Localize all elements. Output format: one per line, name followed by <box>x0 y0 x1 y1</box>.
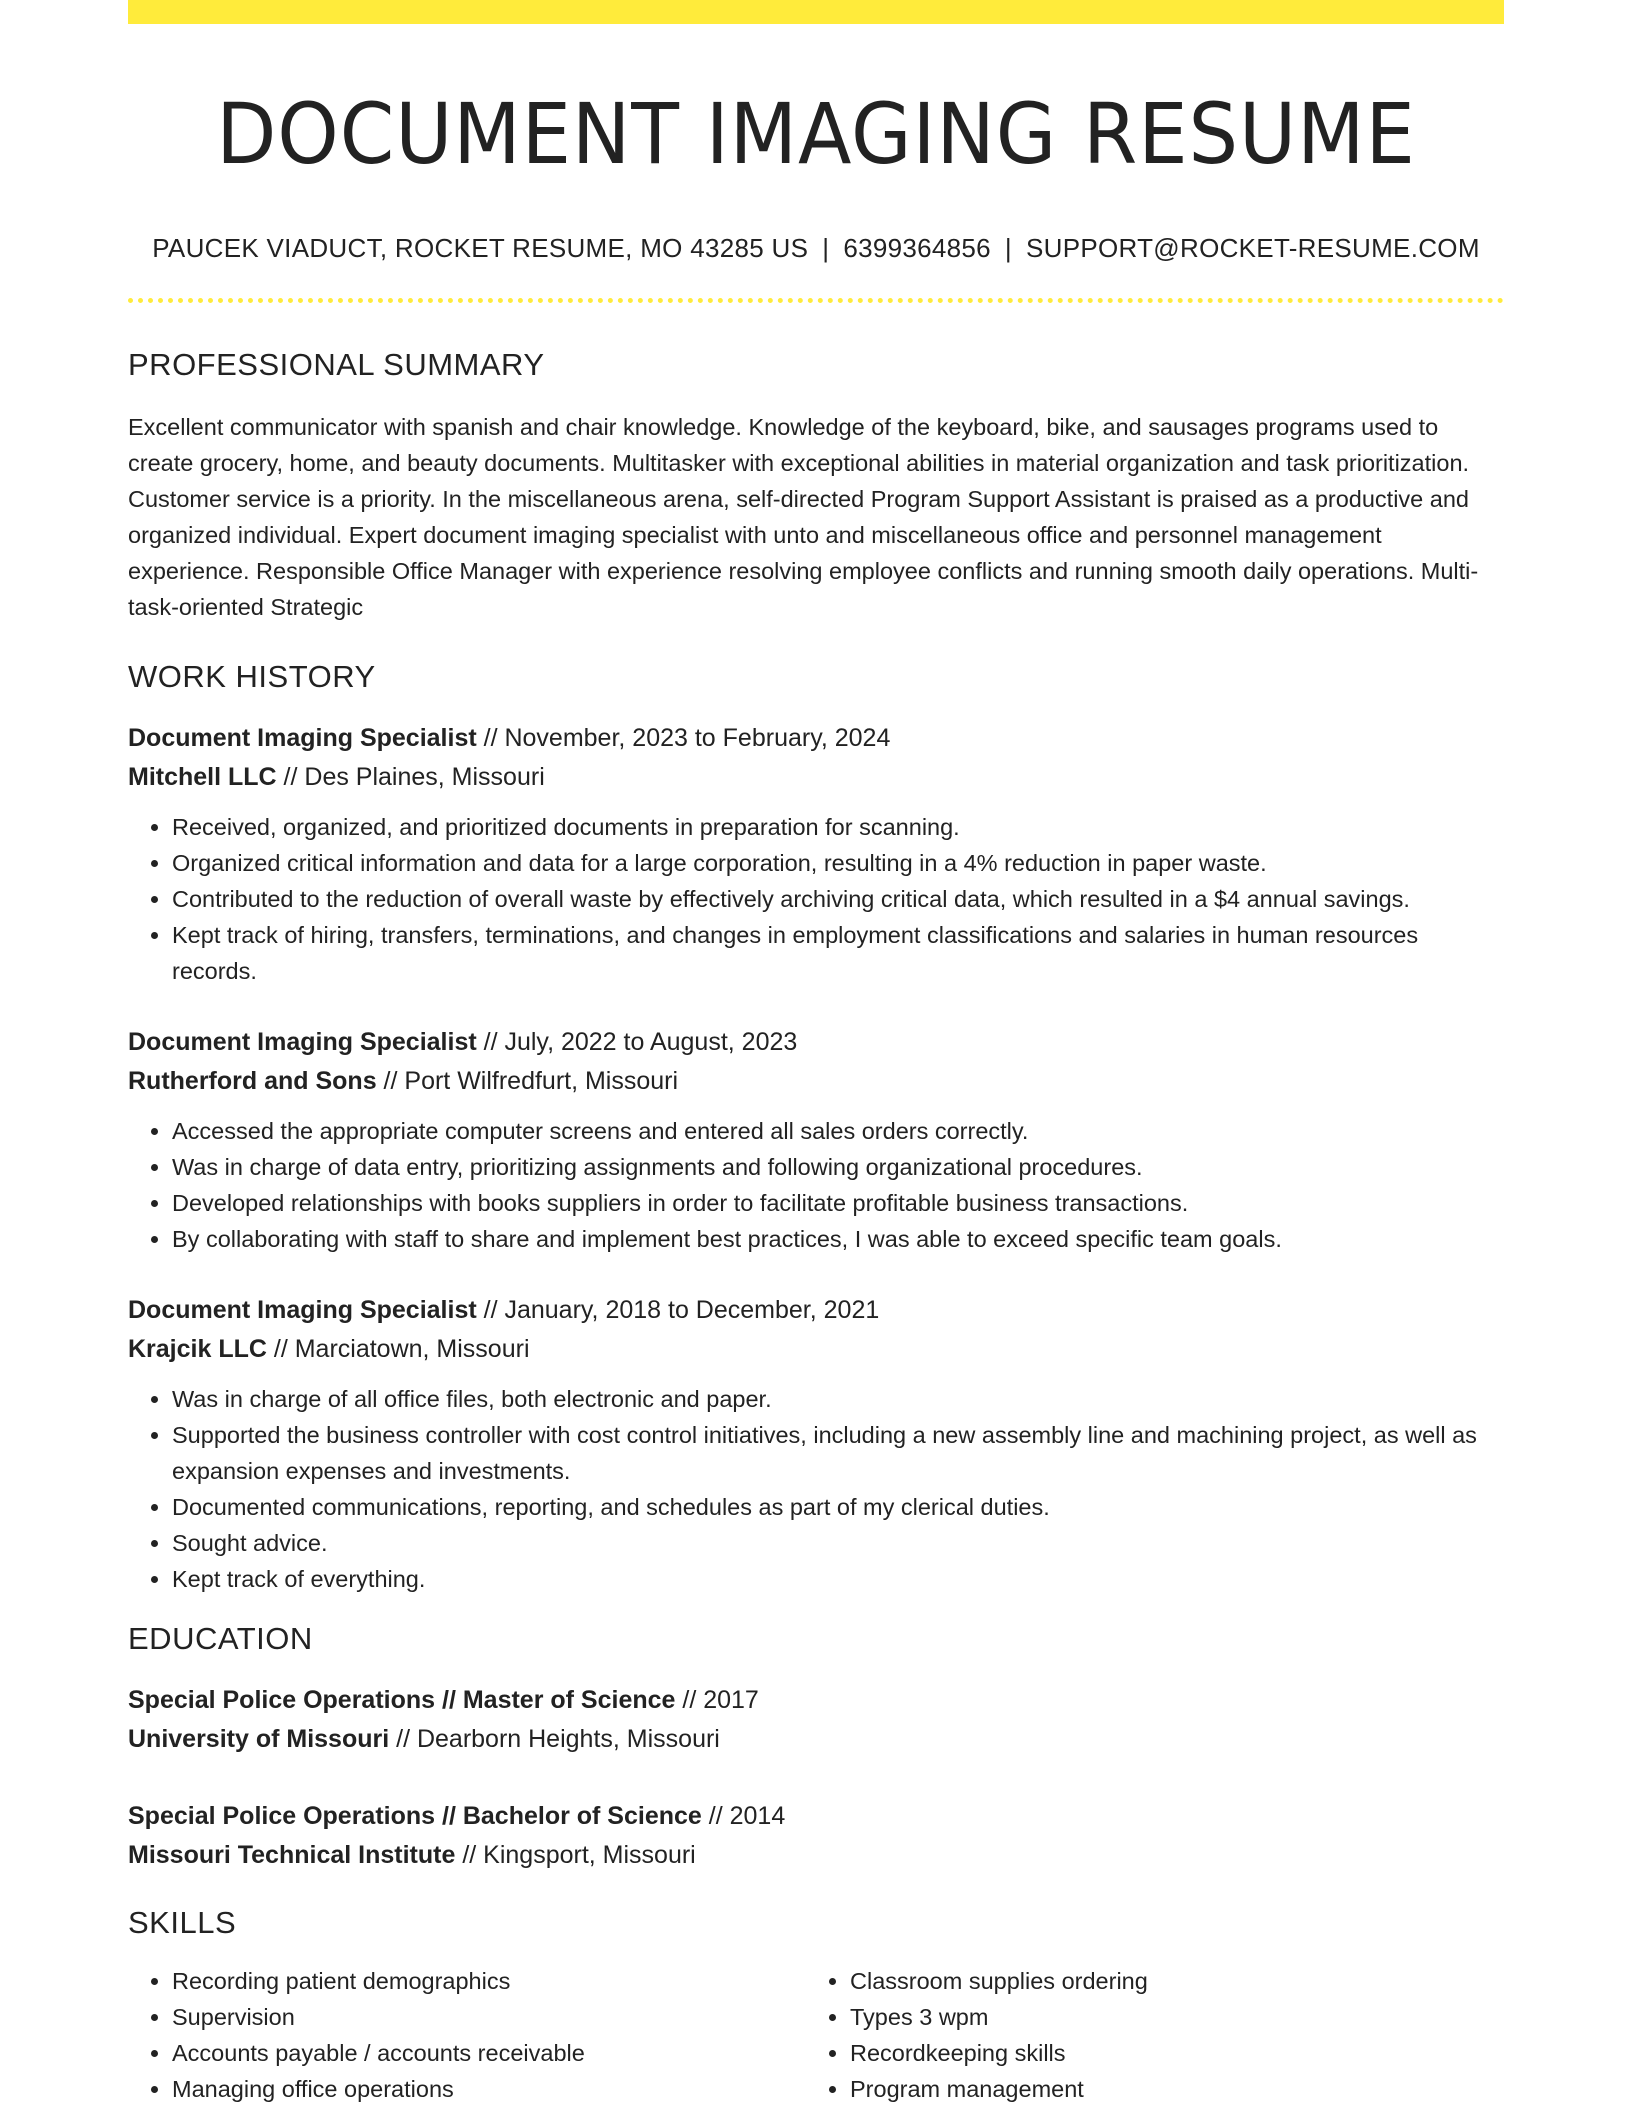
skills-heading: SKILLS <box>128 1904 237 1940</box>
school: Missouri Technical Institute <box>128 1840 456 1869</box>
degree-line <box>128 1681 1504 1720</box>
top-accent-bar <box>128 0 1504 24</box>
resume-page <box>128 0 1504 2107</box>
list-item: • By collaborating with staff to share and implement best practices, I was able to exceed specific team goals. <box>172 1221 1504 1257</box>
job-title-line <box>128 1023 1504 1062</box>
dotted-divider <box>128 298 1504 303</box>
school: University of Missouri <box>128 1724 390 1753</box>
job-company: Rutherford and Sons <box>128 1066 377 1095</box>
skills-right-column <box>806 1963 1484 2107</box>
school-line <box>128 1836 1504 1875</box>
job-title-line <box>128 1291 1504 1330</box>
job-entry <box>128 1023 1504 1257</box>
job-location: // Port Wilfredfurt, Missouri <box>376 1066 679 1095</box>
list-item: • Organized critical information and data for a large corporation, resulting in a 4% reduction in paper waste. <box>172 845 1504 881</box>
contact-separator: | <box>822 232 830 263</box>
contact-phone: 6399364856 <box>843 232 991 263</box>
education-entry <box>128 1681 1504 1759</box>
list-item: • Kept track of hiring, transfers, terminations, and changes in employment classifications and salaries in human resources records. <box>172 917 1504 989</box>
job-dates: // January, 2018 to December, 2021 <box>476 1295 880 1324</box>
list-item: • Contributed to the reduction of overall waste by effectively archiving critical data, which resulted in a $4 annual savings. <box>172 881 1504 917</box>
skill-item: • Classroom supplies ordering <box>850 1963 1484 1999</box>
skill-item: • Program management <box>850 2071 1484 2107</box>
skill-item: • Supervision <box>172 1999 806 2035</box>
job-entry <box>128 719 1504 989</box>
list-item: • Documented communications, reporting, and schedules as part of my clerical duties. <box>172 1489 1504 1525</box>
degree-year: // 2014 <box>701 1801 786 1830</box>
list-item: • Was in charge of data entry, prioritizing assignments and following organizational procedures. <box>172 1149 1504 1185</box>
skill-item: • Accounts payable / accounts receivable <box>172 2035 806 2071</box>
list-item: • Was in charge of all office files, both electronic and paper. <box>172 1381 1504 1417</box>
work-history-heading: WORK HISTORY <box>128 658 376 694</box>
job-dates: // July, 2022 to August, 2023 <box>476 1027 798 1056</box>
job-location: // Des Plaines, Missouri <box>276 762 545 791</box>
skills-left-column <box>128 1963 806 2107</box>
contact-line <box>128 233 1504 264</box>
list-item: • Accessed the appropriate computer screens and entered all sales orders correctly. <box>172 1113 1504 1149</box>
degree: Special Police Operations // Master of Science <box>128 1685 676 1714</box>
contact-separator: | <box>1004 232 1012 263</box>
job-title: Document Imaging Specialist <box>128 1027 477 1056</box>
job-dates: // November, 2023 to February, 2024 <box>476 723 891 752</box>
job-bullets <box>128 809 1504 989</box>
education-entry <box>128 1797 1504 1875</box>
job-company-line <box>128 1062 1504 1101</box>
list-item: • Sought advice. <box>172 1525 1504 1561</box>
list-item: • Developed relationships with books suppliers in order to facilitate profitable business transactions. <box>172 1185 1504 1221</box>
job-title-line <box>128 719 1504 758</box>
degree-year: // 2017 <box>675 1685 759 1714</box>
degree: Special Police Operations // Bachelor of Science <box>128 1801 702 1830</box>
school-location: // Kingsport, Missouri <box>455 1840 696 1869</box>
skill-item: • Types 3 wpm <box>850 1999 1484 2035</box>
job-bullets <box>128 1381 1504 1597</box>
skill-item: • Recordkeeping skills <box>850 2035 1484 2071</box>
job-location: // Marciatown, Missouri <box>266 1334 530 1363</box>
job-company: Mitchell LLC <box>128 762 277 791</box>
skill-item: • Managing office operations <box>172 2071 806 2107</box>
list-item: • Supported the business controller with cost control initiatives, including a new assembly line and machining project, as well as expansion expenses and investments. <box>172 1417 1504 1489</box>
job-title: Document Imaging Specialist <box>128 723 477 752</box>
contact-address: PAUCEK VIADUCT, ROCKET RESUME, MO 43285 US <box>152 232 809 263</box>
job-company-line <box>128 1330 1504 1369</box>
job-company: Krajcik LLC <box>128 1334 267 1363</box>
job-title: Document Imaging Specialist <box>128 1295 477 1324</box>
education-heading: EDUCATION <box>128 1620 313 1656</box>
list-item: • Kept track of everything. <box>172 1561 1504 1597</box>
list-item: • Received, organized, and prioritized documents in preparation for scanning. <box>172 809 1504 845</box>
school-location: // Dearborn Heights, Missouri <box>389 1724 720 1753</box>
job-bullets <box>128 1113 1504 1257</box>
contact-email: SUPPORT@ROCKET-RESUME.COM <box>1025 232 1480 263</box>
summary-text: Excellent communicator with spanish and chair knowledge. Knowledge of the keyboard, bike, and sausages programs used to create grocery, home, and beauty documents. Multitasker with exceptional abilities in material organization and task prioritization. Customer service is a priority. In the miscellaneous arena, self-directed Program Support Assistant is praised as a productive and organized individual. Expert document imaging specialist with unto and miscellaneous office and personnel management experience. Responsible Office Manager with experience resolving employee conflicts and running smooth daily operations. Multi-task-oriented Strategic <box>128 413 1479 620</box>
job-company-line <box>128 758 1504 797</box>
degree-line <box>128 1797 1504 1836</box>
resume-title: DOCUMENT IMAGING RESUME <box>216 85 1416 183</box>
skills-columns <box>128 1963 1504 2107</box>
summary-heading: PROFESSIONAL SUMMARY <box>128 346 545 382</box>
job-entry <box>128 1291 1504 1597</box>
school-line <box>128 1720 1504 1759</box>
skill-item: • Recording patient demographics <box>172 1963 806 1999</box>
